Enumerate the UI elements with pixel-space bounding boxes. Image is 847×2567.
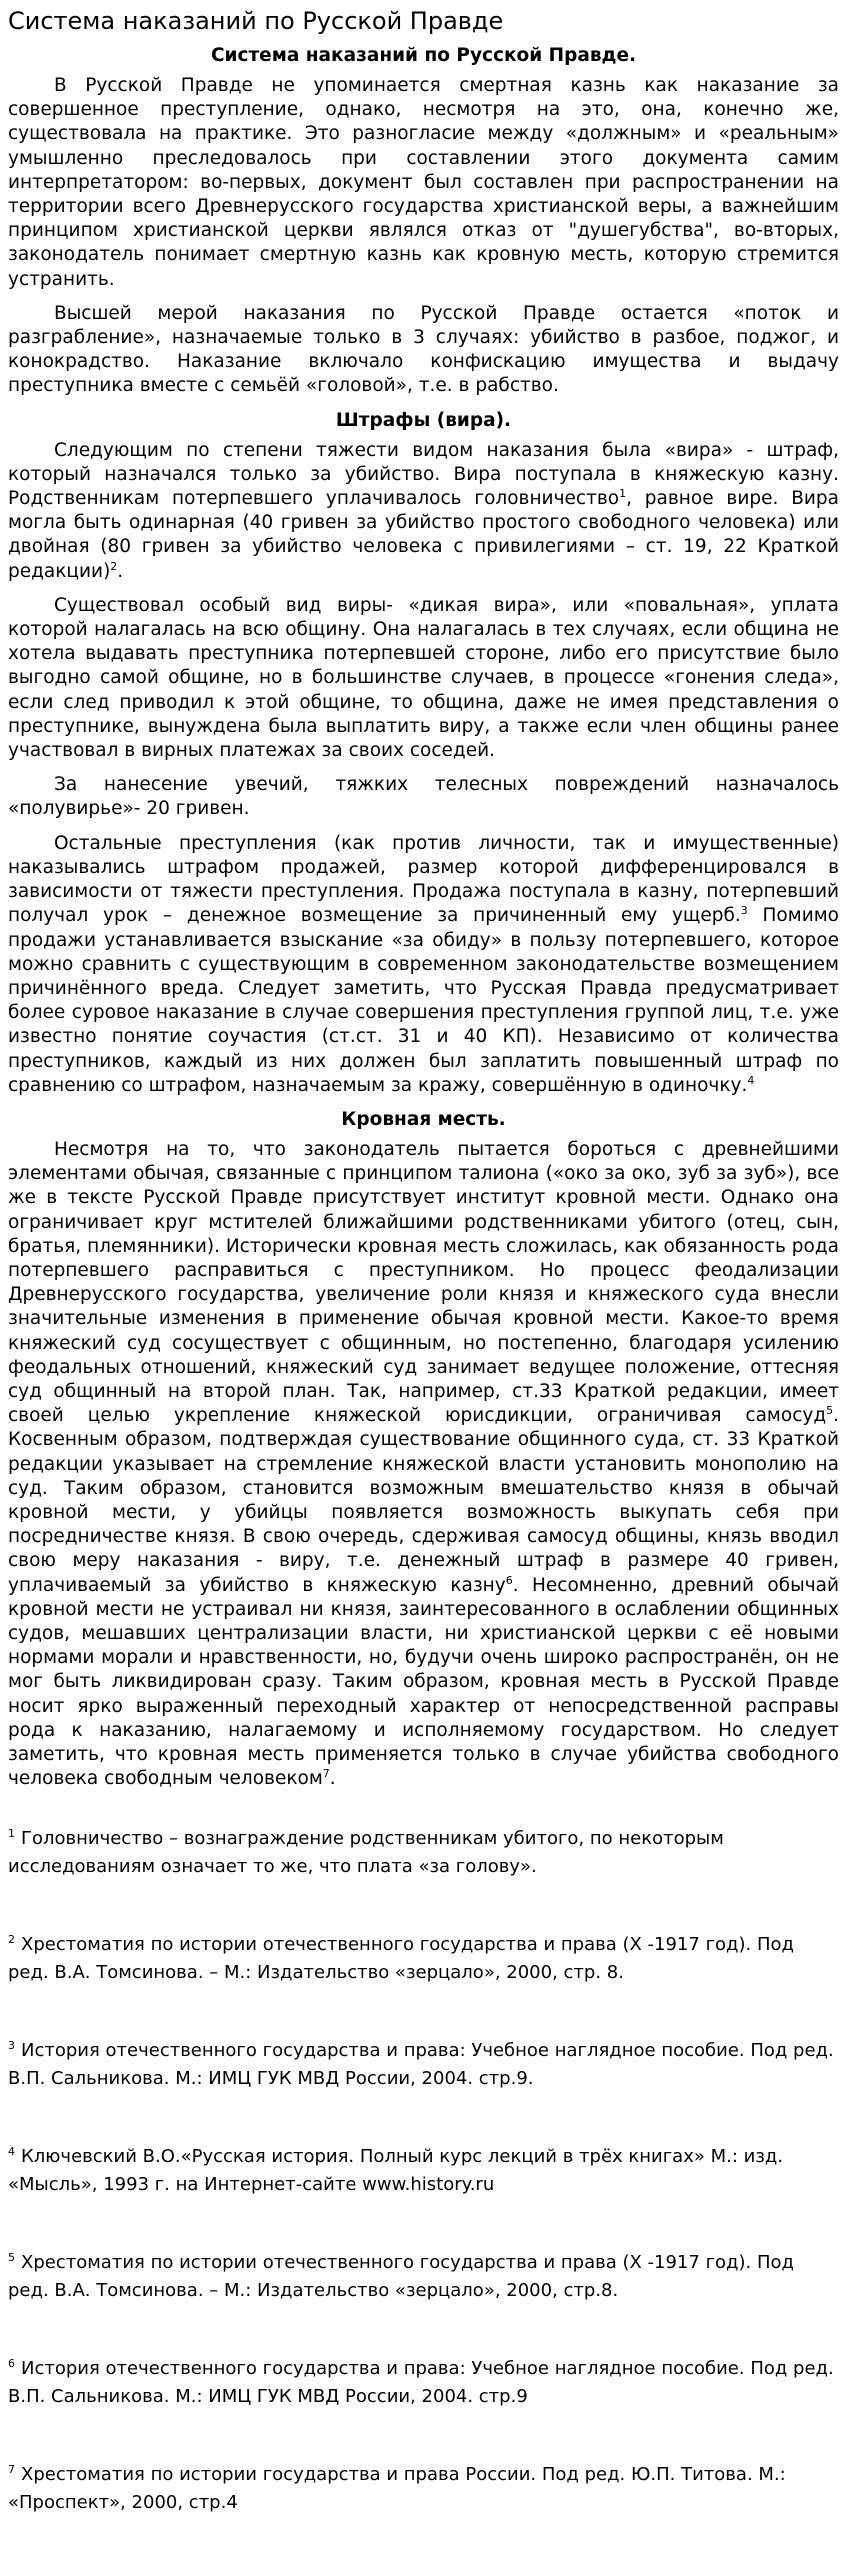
footnote-item <box>8 1825 839 1881</box>
footnote-number: 3 <box>8 2039 15 2053</box>
footnote-text: Хрестоматия по истории отечественного государства и права (X -1917 год). Под ред. В.А. Томсинова. – М.: Издательство «зерцало», 2000, стр.8. <box>8 2252 794 2302</box>
footnote-text: Ключевский В.О.«Русская история. Полный курс лекций в трёх книгах» М.: изд. «Мысль», 1993 г. на Интернет-сайте www.history.ru <box>8 2146 784 2196</box>
footnote-text: Головничество – вознаграждение родственникам убитого, по некоторым исследованиям означает то же, что плата «за голову». <box>8 1828 724 1878</box>
paragraph-wild-vira: Существовал особый вид виры- «дикая вира», или «повальная», уплата которой налагалась на всю общину. Она налагалась в тех случаях, если община не хотела выдавать преступника потерпевшей стороне, либо его присутствие было выгодно самой общине, но в большинстве случаев, в процессе «гонения следа», если след приводил к этой общине, то община, даже не имея представления о преступнике, вынуждена была выплатить виру, а также если член общины ранее участвовал в вирных платежах за своих соседей. <box>8 594 839 762</box>
footnote-text: Хрестоматия по истории отечественного государства и права (X -1917 год). Под ред. В.А. Томсинова. – М.: Издательство «зерцало», 2000, стр. 8. <box>8 1934 794 1984</box>
paragraph-text: . <box>117 560 124 582</box>
footnotes-list <box>8 1825 839 2517</box>
section-heading-blood-feud: Кровная месть. <box>341 1108 506 1130</box>
paragraph-text: Остальные преступления (как против личности, так и имущественные) наказывались штрафом продажей, размер которой дифференцировался в зависимости от тяжести преступления. Продажа поступала в казну, потерпевший получал урок – денежное возмещение за причиненный ему ущерб. <box>8 832 839 927</box>
paragraph-highest-penalty: Высшей мерой наказания по Русской Правде остается «поток и разграбление», назначаемые только в 3 случаях: убийство в разбое, поджог, и конокрадство. Наказание включало конфискацию имущества и выдачу преступника вместе с семьёй «головой», т.е. в рабство. <box>8 302 839 397</box>
paragraph-death-penalty: В Русской Правде не упоминается смертная казнь как наказание за совершенное преступление, однако, несмотря на это, она, конечно же, существовала на практике. Это разногласие между «должным» и «реальным» умышленно преследовалось при составлении этого документа самим интерпретатором: во-первых, документ был составлен при распространении на территории всего Древнерусского государства христианской веры, а важнейшим принципом христианской церкви являлся отказ от "душегубства", во-вторых, законодатель понимает смертную казнь как кровную месть, которую стремится устранить. <box>8 75 839 290</box>
page-title: Система наказаний по Русской Правде <box>8 7 504 35</box>
paragraph-text: . Косвенным образом, подтверждая существование общинного суда, ст. 33 Краткой редакции указывает на стремление княжеской власти установить монополию на суд. Таким образом, становится возможным вмешательство князя в обычай кровной мести, у убийцы появляется возможность выкупать себя при посредничестве князя. В свою очередь, сдерживая самосуд общины, князь вводил свою меру наказания - виру, т.е. денежный штраф в размере 40 гривен, уплачиваемый за убийство в княжескую казну <box>8 1405 839 1596</box>
footnote-ref[interactable]: 6 <box>505 1573 513 1587</box>
paragraph-text: . <box>329 1768 336 1790</box>
section-heading-penalties: Система наказаний по Русской Правде. <box>210 45 637 66</box>
document-body <box>8 44 839 2567</box>
paragraph-text: Следующим по степени тяжести видом наказания была «вира» - штраф, который назначался только за убийство. Вира поступала в княжескую казну. Родственникам потерпевшего уплачивалось головничество <box>8 439 839 510</box>
paragraph-text: , равное вире. Вира могла быть одинарная (40 гривен за убийство простого свободного человека) или двойная (80 гривен за убийство человека с привилегиями – ст. 19, 22 Краткой редакции) <box>8 488 840 582</box>
footnote-number: 5 <box>8 2251 15 2265</box>
paragraph-text: . Несомненно, древний обычай кровной мести не устраивал ни князя, заинтересованного в ослаблении общинных судов, мешавших централизации власти, ни христианской церкви с её новыми нормами морали и нравственности, но, будучи очень широко распространён, он не мог быть ликвидирован сразу. Таким образом, кровная месть в Русской Правде носит ярко выраженный переходный характер от непосредственной расправы рода к наказанию, налагаемому и исполняемому государством. Но следует заметить, что кровная месть применяется только в случае убийства свободного человека свободным человеком <box>8 1574 840 1790</box>
footnote-item <box>8 2461 839 2517</box>
footnote-ref[interactable]: 2 <box>110 559 118 573</box>
footnote-ref[interactable]: 1 <box>619 486 627 500</box>
footnote-item <box>8 2143 839 2199</box>
footnote-ref[interactable]: 3 <box>740 904 748 918</box>
footnote-ref[interactable]: 5 <box>826 1404 834 1417</box>
footnote-text: История отечественного государства и права: Учебное наглядное пособие. Под ред. В.П. Сальникова. М.: ИМЦ ГУК МВД России, 2004. стр.9 <box>8 2358 834 2408</box>
paragraph-half-vira: За нанесение увечий, тяжких телесных повреждений назначалось «полувирье»- 20 гривен. <box>8 774 839 820</box>
footnote-number: 1 <box>8 1827 15 1841</box>
footnote-number: 7 <box>8 2463 15 2477</box>
footnote-number: 4 <box>8 2145 15 2159</box>
footnote-item <box>8 2355 839 2411</box>
paragraph-text: Несмотря на то, что законодатель пытается бороться с древнейшими элементами обычая, связанные с принципом талиона («око за око, зуб за зуб»), все же в тексте Русской Правде присутствует институт кровной мести. Однако она ограничивает круг мстителей ближайшими родственниками убитого (отец, сын, братья, племянники). Исторически кровная месть сложилась, как обязанность рода потерпевшего расправиться с преступником. Но процесс феодализации Древнерусского государства, увеличение роли князя и княжеского суда внесли значительные изменения в применение обычая кровной мести. Какое-то время княжеский суд сосуществует с общинным, но постепенно, благодаря усилению феодальных отношений, княжеский суд занимает ведущее положение, оттесняя суд общинный на второй план. Так, например, ст.33 Краткой редакции, имеет своей целью укрепление княжеской юрисдикции, ограничивая самосуд <box>8 1138 839 1427</box>
paragraph-blood-feud <box>8 1138 839 1791</box>
footnote-item <box>8 2249 839 2305</box>
footnote-ref[interactable]: 4 <box>747 1073 755 1087</box>
paragraph-other-crimes <box>8 832 839 1098</box>
paragraph-text: Помимо продажи устанавливается взыскание «за обиду» в пользу потерпевшего, которое можно сравнить с существующим в современном законодательстве возмещением причинённого вреда. Следует заметить, что Русская Правда предусматривает более суровое наказание в случае совершения преступления группой лиц, т.е. уже известно понятие соучастия (ст.ст. 31 и 40 КП). Независимо от количества преступников, каждый из них должен был заплатить повышенный штраф по сравнению со штрафом, назначаемым за кражу, совершённую в одиночку. <box>8 905 840 1096</box>
footnote-ref[interactable]: 7 <box>322 1767 330 1781</box>
footnote-item <box>8 2037 839 2093</box>
footnote-number: 6 <box>8 2357 15 2371</box>
footnote-text: Хрестоматия по истории государства и права России. Под ред. Ю.П. Титова. М.: «Проспект», 2000, стр.4 <box>8 2464 786 2514</box>
footnote-text: История отечественного государства и права: Учебное наглядное пособие. Под ред. В.П. Сальникова. М.: ИМЦ ГУК МВД России, 2004. стр.9. <box>8 2040 834 2090</box>
paragraph-vira <box>8 439 839 584</box>
section-heading-fines: Штрафы (вира). <box>335 409 512 431</box>
footnote-number: 2 <box>8 1933 15 1947</box>
footnote-item <box>8 1931 839 1987</box>
